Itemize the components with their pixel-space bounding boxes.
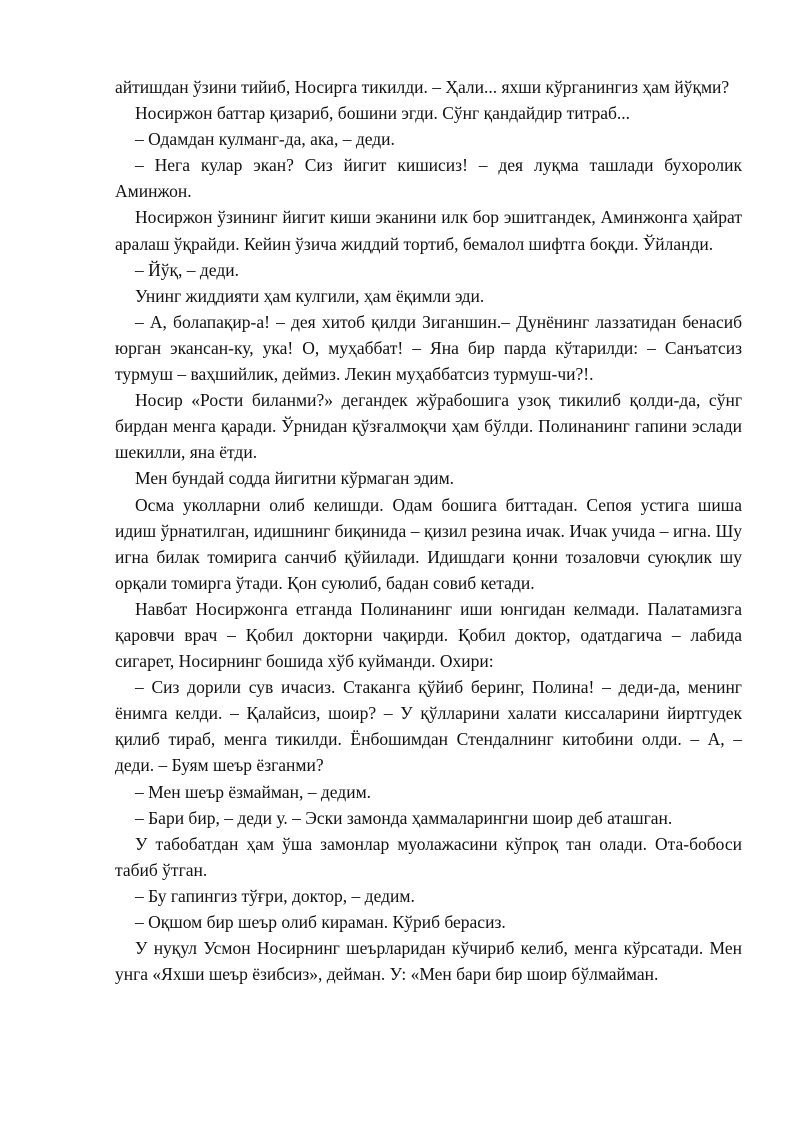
paragraph: – А, болапақир-а! – дея хитоб қилди Зиганшин.– Дунёнинг лаззатидан бенасиб юрган экансан-ку, ука! О, муҳаббат! – Яна бир парда кўтарилди: – Санъатсиз турмуш – ваҳшийлик, деймиз. Лекин муҳаббатсиз турмуш-чи?!. <box>115 311 742 385</box>
paragraph: – Йўқ, – деди. <box>135 259 239 280</box>
paragraph: Мен бундай содда йигитни кўрмаган эдим. <box>135 468 455 489</box>
paragraph: – Бу гапингиз тўғри, доктор, – дедим. <box>135 885 415 906</box>
paragraph: Осма уколларни олиб келишди. Одам бошига биттадан. Сепоя устига шиша идиш ўрнатилган, идишнинг биқинида – қизил резина ичак. Ичак учида – игна. Шу игна билак томирига санчиб қўйилади. Идишдаги қонни тозаловчи суюқлик шу орқали томирга ўтади. Қон суюлиб, бадан совиб кетади. <box>115 494 742 593</box>
paragraph: Носиржон баттар қизариб, бошини эгди. Сўнг қандайдир титраб... <box>135 103 631 124</box>
paragraph: – Мен шеър ёзмайман, – дедим. <box>135 781 372 802</box>
document-page <box>115 74 742 987</box>
paragraph: У табобатдан ҳам ўша замонлар муолажасини кўпроқ тан олади. Ота-бобоси табиб ўтган. <box>115 833 742 880</box>
paragraph: Носир «Рости биланми?» дегандек жўрабошига узоқ тикилиб қолди-да, сўнг бирдан менга қаради. Ўрнидан қўзғалмоқчи ҳам бўлди. Полинанинг гапини эслади шекилли, яна ётди. <box>115 390 742 463</box>
paragraph: – Оқшом бир шеър олиб кираман. Кўриб берасиз. <box>135 912 506 932</box>
paragraph: – Одамдан кулманг-да, ака, – деди. <box>135 129 395 150</box>
paragraph: – Сиз дорили сув ичасиз. Стаканга қўйиб беринг, Полина! – деди-да, менинг ёнимга келди. – Қалайсиз, шоир? – У қўлларини халати киссаларини йиртгудек қилиб тираб, менга тикилди. Ёнбошимдан Стендалнинг китобини олди. – А, – деди. – Буям шеър ёзганми? <box>115 677 742 776</box>
paragraph: Носиржон ўзининг йигит киши эканини илк бор эшитгандек, Аминжонга ҳайрат аралаш ўқрайди. Кейин ўзича жиддий тортиб, бемалол шифтга боқди. Ўйланди. <box>115 207 742 254</box>
paragraph: У нуқул Усмон Носирнинг шеърларидан кўчириб келиб, менга кўрсатади. Мен унга «Яхши шеър ёзибсиз», дейман. У: «Мен бари бир шоир бўлмайман. <box>115 938 742 985</box>
paragraph: Унинг жиддияти ҳам кулгили, ҳам ёқимли эди. <box>135 285 485 306</box>
paragraph: – Бари бир, – деди у. – Эски замонда ҳаммаларингни шоир деб аташган. <box>135 807 673 828</box>
paragraph: айтишдан ўзини тийиб, Носирга тикилди. – Ҳали... яхши кўрганингиз ҳам йўқми? <box>115 77 730 97</box>
paragraph: Навбат Носиржонга етганда Полинанинг иши юнгидан келмади. Палатамизга қаровчи врач – Қобил докторни чақирди. Қобил доктор, одатдагича – лабида сигарет, Носирнинг бошида хўб куйманди. Охири: <box>115 598 742 672</box>
paragraph: – Нега кулар экан? Сиз йигит кишисиз! – дея луқма ташлади бухоролик Аминжон. <box>115 155 742 202</box>
